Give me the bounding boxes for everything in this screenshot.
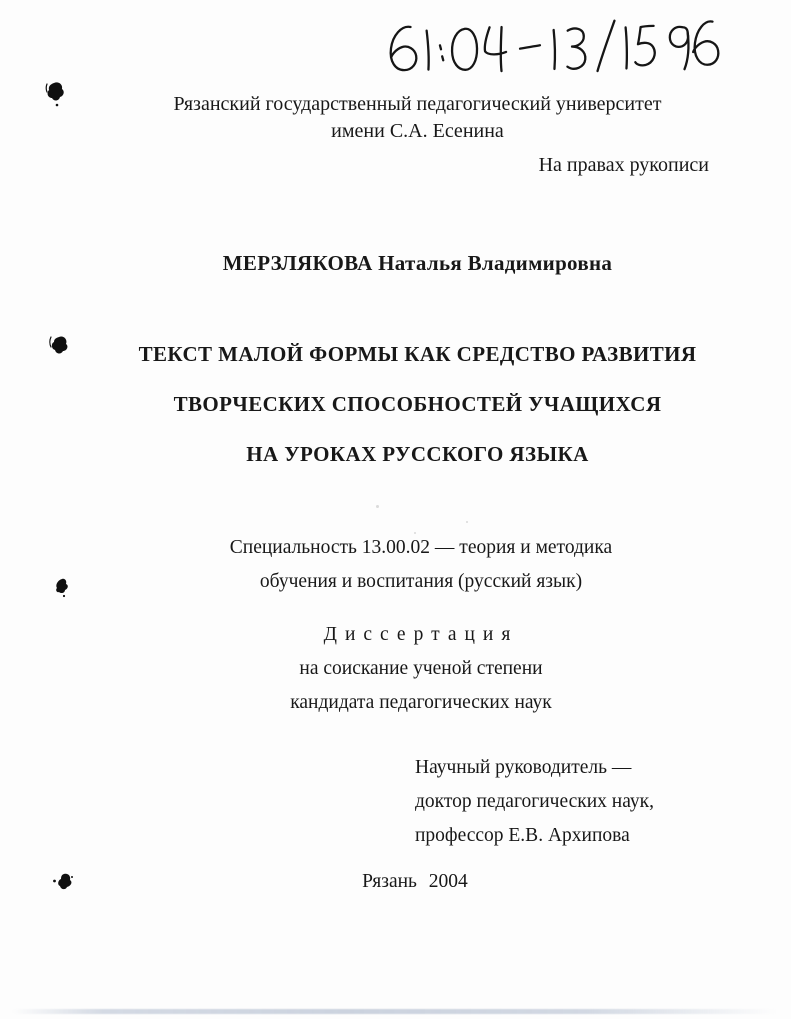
supervisor-line3: профессор Е.В. Архипова [415, 825, 630, 846]
university-name [44, 91, 791, 145]
supervisor-block [415, 751, 654, 853]
scan-noise-speck [414, 532, 416, 534]
manuscript-rights-note: На правах рукописи [538, 154, 709, 176]
specialty-line1: Специальность 13.00.02 — теория и методика [229, 537, 613, 558]
city-year-imprint: Рязань 2004 [362, 871, 468, 892]
scan-noise-speck [466, 521, 468, 523]
dissertation-degree-block [51, 618, 791, 720]
dissertation-title-line1: ТЕКСТ МАЛОЙ ФОРМЫ КАК СРЕДСТВО РАЗВИТИЯ [138, 342, 697, 366]
degree-line1: на соискание ученой степени [299, 658, 543, 679]
handwriting-strokes-icon [377, 8, 726, 85]
handwritten-catalog-number [377, 8, 726, 85]
specialty-block [51, 531, 791, 599]
author-name: МЕРЗЛЯКОВА Наталья Владимировна [222, 251, 613, 275]
dissertation-word: Диссертация [323, 624, 519, 645]
dissertation-title [44, 342, 791, 492]
supervisor-line2: доктор педагогических наук, [415, 791, 654, 812]
supervisor-line1: Научный руководитель — [415, 757, 632, 778]
degree-line2: кандидата педагогических наук [290, 692, 552, 713]
dissertation-title-line3: НА УРОКАХ РУССКОГО ЯЗЫКА [246, 442, 589, 466]
dissertation-title-line2: ТВОРЧЕСКИХ СПОСОБНОСТЕЙ УЧАЩИХСЯ [173, 392, 662, 416]
specialty-line2: обучения и воспитания (русский язык) [259, 571, 583, 592]
scan-noise-speck [376, 505, 379, 508]
scanner-streak-artifact [12, 1009, 777, 1014]
university-name-line1: Рязанский государственный педагогический университет [173, 93, 662, 115]
university-name-line2: имени С.А. Есенина [331, 120, 504, 142]
